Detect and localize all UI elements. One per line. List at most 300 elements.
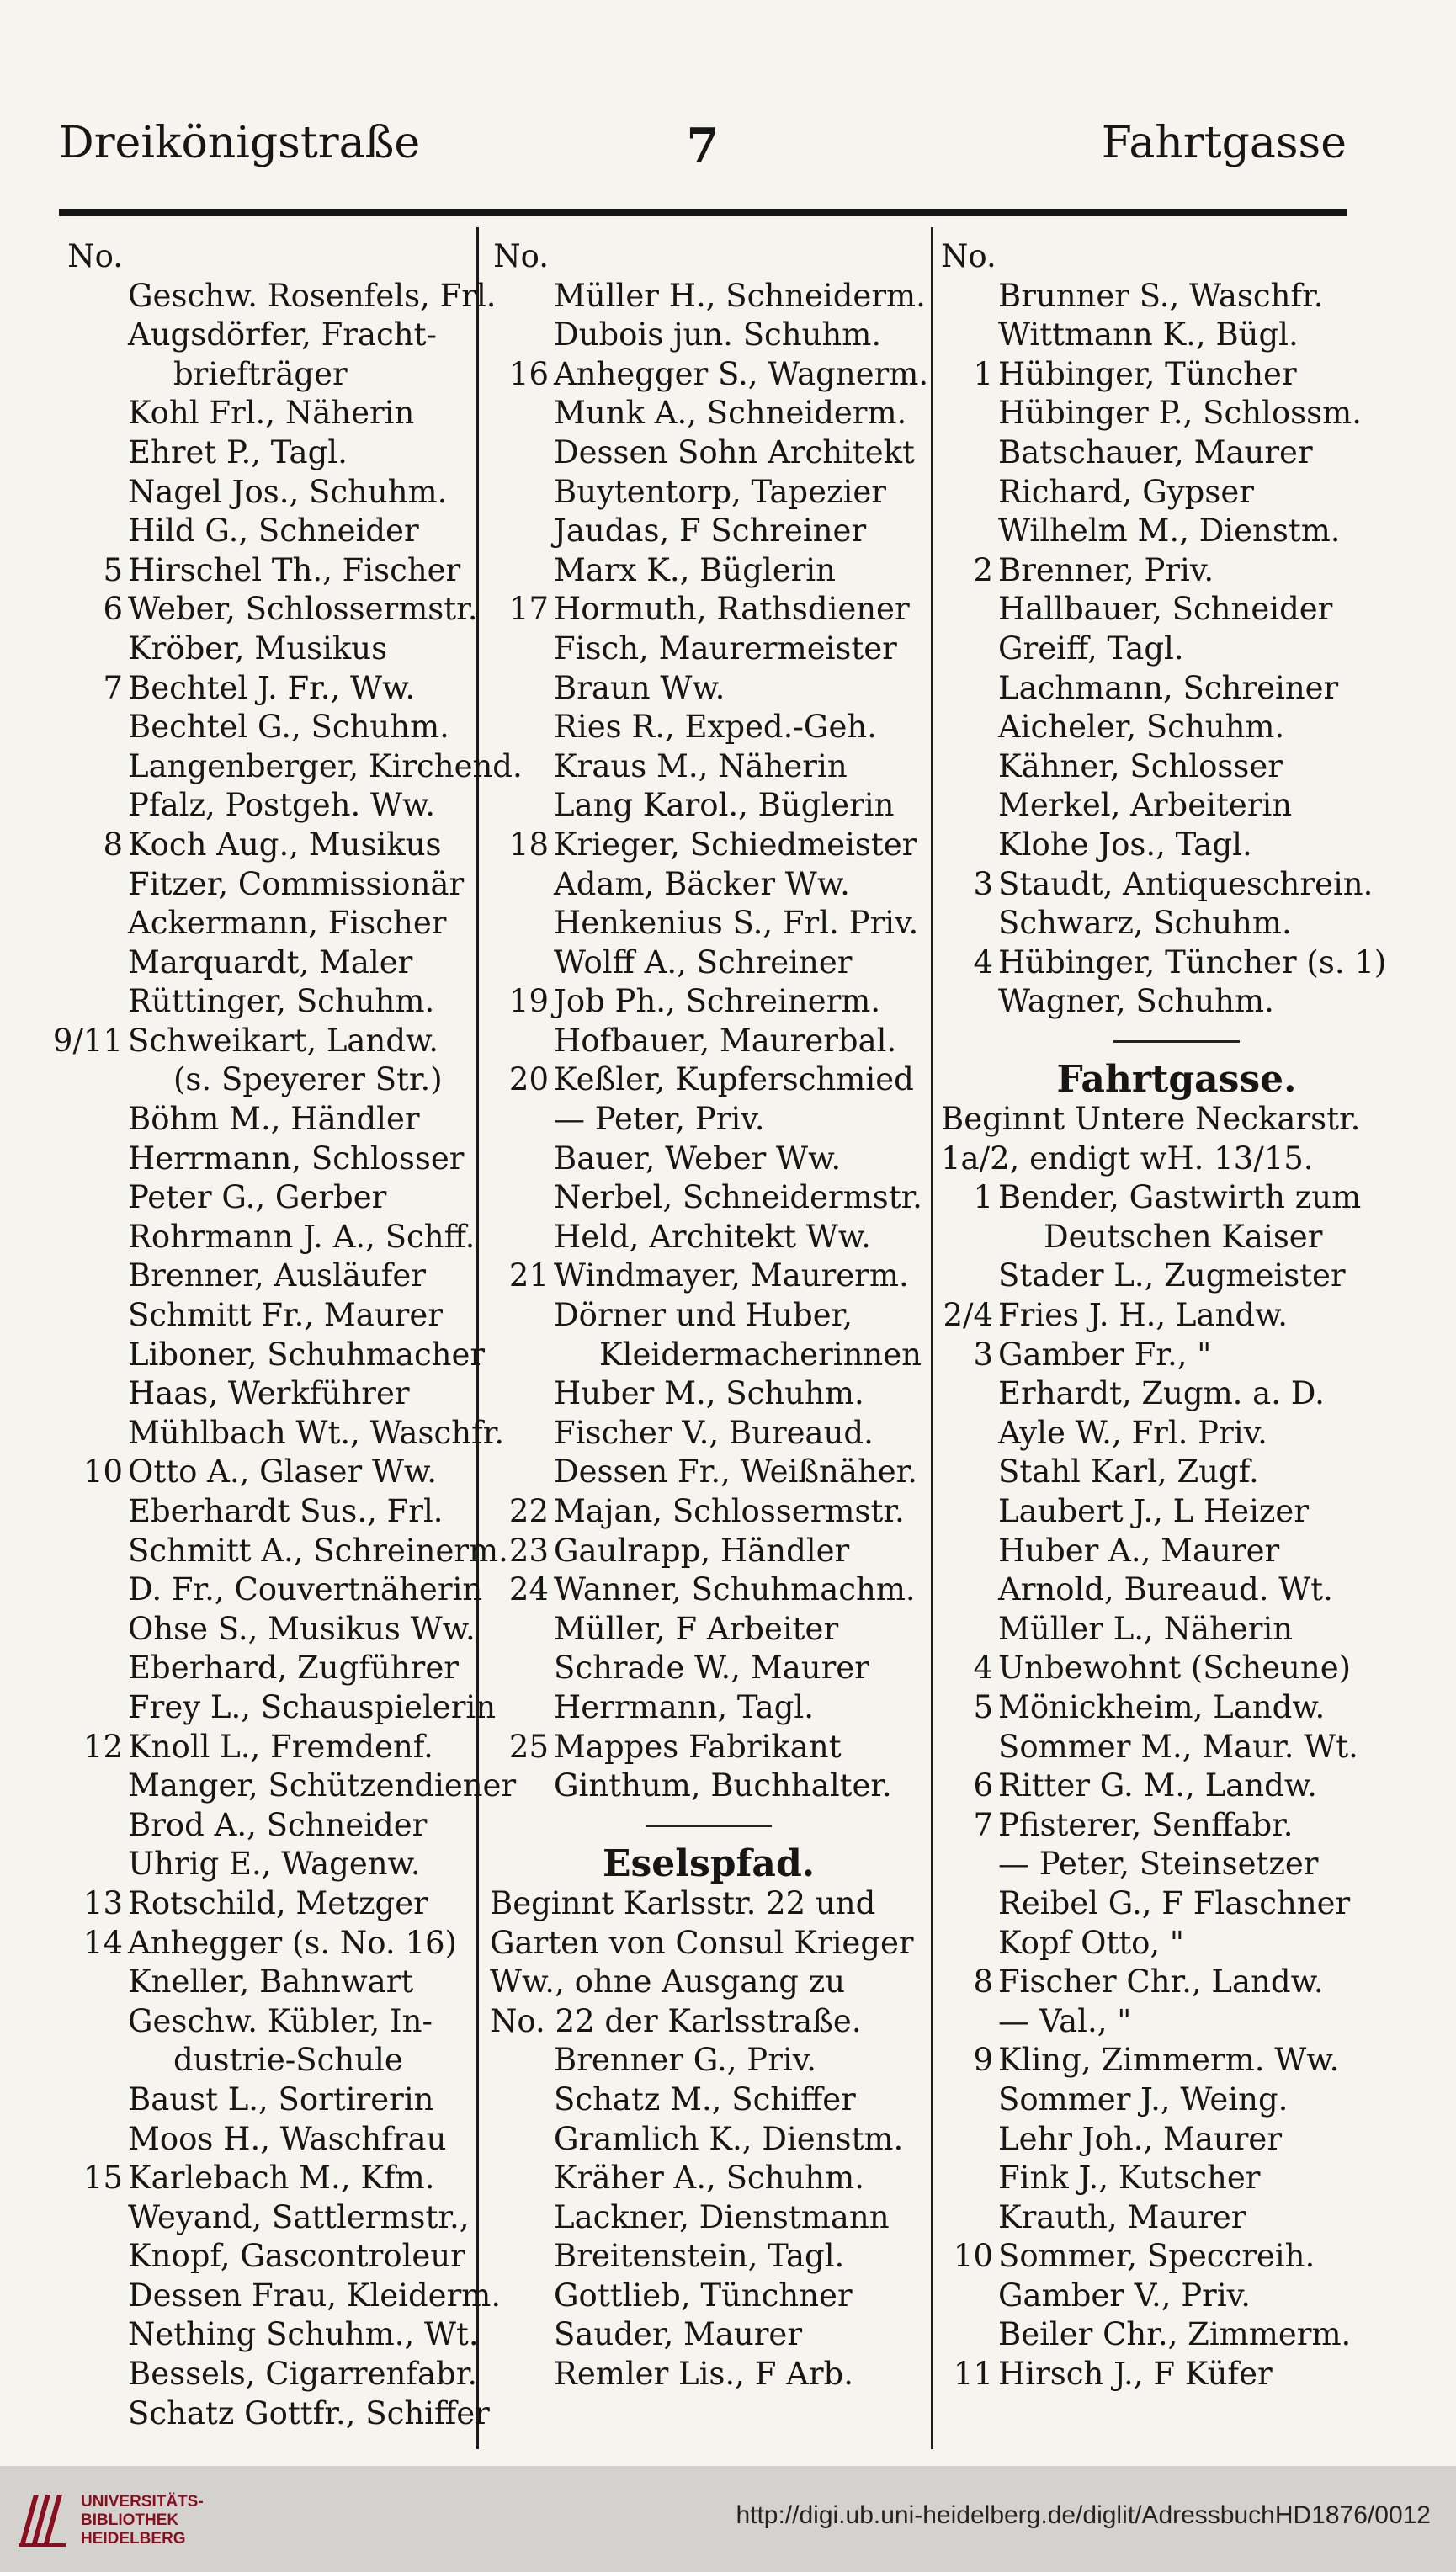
resident-entry: Richard, Gypser xyxy=(998,473,1254,510)
house-number xyxy=(490,1610,549,1650)
street-description xyxy=(941,1100,1412,1140)
directory-entry xyxy=(941,2277,1412,2316)
directory-entry xyxy=(52,2277,502,2316)
resident-entry: Bender, Gastwirth zum xyxy=(998,1179,1362,1216)
house-number xyxy=(941,1453,993,1492)
resident-entry: Krauth, Maurer xyxy=(998,2198,1246,2235)
directory-column-2 xyxy=(490,237,927,2394)
directory-entry xyxy=(52,1806,473,1846)
house-number xyxy=(490,630,549,669)
house-number: 6 xyxy=(973,1767,993,1804)
resident-entry: Huber A., Maurer xyxy=(998,1532,1280,1569)
resident-entry: Geschw. Rosenfels, Frl. xyxy=(128,277,497,314)
resident-entry: Mühlbach Wt., Waschfr. xyxy=(128,1414,505,1451)
house-number xyxy=(941,1374,993,1414)
directory-entry xyxy=(490,1532,927,1571)
resident-entry: Otto A., Glaser Ww. xyxy=(128,1453,437,1491)
directory-entry xyxy=(941,2198,1412,2238)
house-number xyxy=(941,708,993,747)
resident-entry: Lachmann, Schreiner xyxy=(998,669,1339,706)
house-number xyxy=(52,1060,123,1100)
house-number xyxy=(490,1649,549,1688)
directory-entry xyxy=(941,2002,1412,2042)
house-number xyxy=(52,1218,123,1257)
directory-entry xyxy=(490,2277,927,2316)
resident-entry: Rüttinger, Schuhm. xyxy=(128,983,435,1020)
house-number xyxy=(490,551,549,591)
description-text: Garten von Consul Krieger xyxy=(490,1924,914,1961)
resident-entry: D. Fr., Couvertnäherin xyxy=(128,1571,483,1608)
house-number: 3 xyxy=(973,865,993,902)
resident-entry: Merkel, Arbeiterin xyxy=(998,787,1293,824)
house-number xyxy=(52,1257,123,1296)
directory-entry xyxy=(941,1806,1412,1846)
directory-entry xyxy=(52,2394,490,2434)
house-number xyxy=(941,512,993,551)
directory-entry xyxy=(941,551,1412,591)
resident-entry: Sauder, Maurer xyxy=(554,2316,803,2353)
house-number xyxy=(52,1570,123,1610)
resident-entry: Haas, Werkführer xyxy=(128,1375,410,1412)
house-number xyxy=(52,1688,123,1728)
directory-entry xyxy=(490,316,927,355)
house-number xyxy=(941,2120,993,2160)
house-number xyxy=(941,1532,993,1571)
house-number xyxy=(941,316,993,355)
directory-entry xyxy=(941,982,1412,1022)
resident-entry: Ayle W., Frl. Priv. xyxy=(998,1414,1267,1451)
directory-entry xyxy=(490,1492,927,1532)
house-number xyxy=(490,669,549,709)
directory-entry xyxy=(490,1218,927,1257)
house-number: 15 xyxy=(82,2160,123,2197)
directory-entry xyxy=(52,1022,473,1061)
resident-entry: Erhardt, Zugm. a. D. xyxy=(998,1375,1325,1412)
resident-entry: Liboner, Schuhmacher xyxy=(128,1336,486,1373)
directory-entry xyxy=(52,433,473,473)
directory-entry xyxy=(941,2355,1412,2394)
house-number: 4 xyxy=(973,943,993,980)
house-number xyxy=(490,786,549,826)
directory-entry xyxy=(941,1218,1412,1257)
resident-entry: Knoll L., Fremdenf. xyxy=(128,1728,433,1765)
house-number xyxy=(490,2041,549,2080)
resident-entry: Müller H., Schneiderm. xyxy=(554,277,926,314)
directory-entry xyxy=(52,316,473,355)
house-number xyxy=(490,904,549,943)
directory-entry xyxy=(941,1336,1412,1375)
resident-entry: Koch Aug., Musikus xyxy=(128,826,442,863)
resident-entry: Anhegger (s. No. 16) xyxy=(128,1924,457,1961)
resident-entry: Marx K., Büglerin xyxy=(554,551,836,588)
directory-entry xyxy=(941,2120,1412,2160)
directory-entry xyxy=(490,1728,927,1767)
resident-entry: Fitzer, Commissionär xyxy=(128,865,465,902)
house-number: No. xyxy=(941,238,996,274)
house-number xyxy=(941,2159,993,2198)
house-number: No. xyxy=(67,238,123,274)
house-number xyxy=(52,2120,123,2160)
directory-entry xyxy=(52,904,473,943)
house-number xyxy=(490,708,549,747)
resident-entry: Windmayer, Maurerm. xyxy=(554,1257,909,1294)
house-number: No. xyxy=(493,238,549,274)
directory-entry xyxy=(941,1570,1412,1610)
resident-entry: Staudt, Antiqueschrein. xyxy=(998,865,1374,902)
directory-entry xyxy=(52,669,473,709)
directory-entry xyxy=(52,630,473,669)
house-number xyxy=(941,2198,993,2238)
house-number xyxy=(490,1688,549,1728)
house-number xyxy=(941,1218,993,1257)
house-number: 7 xyxy=(973,1806,993,1843)
resident-entry: Keßler, Kupferschmied xyxy=(554,1061,914,1098)
resident-entry: Ackermann, Fischer xyxy=(128,905,447,942)
resident-entry: Hübinger, Tüncher xyxy=(998,355,1297,392)
resident-entry: Dessen Fr., Weißnäher. xyxy=(554,1453,918,1491)
resident-entry: Laubert J., L Heizer xyxy=(998,1493,1310,1529)
house-number xyxy=(52,1963,123,2002)
house-number xyxy=(490,394,549,433)
resident-entry: Fischer Chr., Landw. xyxy=(998,1964,1324,2001)
house-number xyxy=(941,590,993,630)
resident-entry: Schrade W., Maurer xyxy=(554,1650,869,1687)
house-number xyxy=(490,1140,549,1179)
resident-entry: Stader L., Zugmeister xyxy=(998,1257,1346,1294)
directory-entry xyxy=(490,277,927,316)
resident-entry: Wagner, Schuhm. xyxy=(998,983,1274,1020)
section-separator xyxy=(490,1806,927,1846)
directory-entry xyxy=(490,2237,927,2277)
house-number xyxy=(941,982,993,1022)
resident-entry: Stahl Karl, Zugf. xyxy=(998,1453,1259,1491)
directory-entry xyxy=(941,237,1412,277)
house-number xyxy=(941,747,993,787)
resident-entry: Kähner, Schlosser xyxy=(998,747,1283,784)
house-number xyxy=(52,2002,123,2042)
resident-entry: Arnold, Bureaud. Wt. xyxy=(998,1571,1333,1608)
resident-entry: Lackner, Dienstmann xyxy=(554,2198,890,2235)
resident-entry: Bechtel J. Fr., Ww. xyxy=(128,669,416,706)
directory-entry xyxy=(490,1767,927,1806)
resident-entry: Jaudas, F Schreiner xyxy=(554,513,867,550)
house-number xyxy=(941,394,993,433)
house-number xyxy=(52,316,123,355)
directory-entry xyxy=(941,1453,1412,1492)
house-number xyxy=(52,2080,123,2120)
resident-entry: Aicheler, Schuhm. xyxy=(998,709,1285,746)
resident-entry: Augsdörfer, Fracht- xyxy=(128,316,437,353)
house-number: 4 xyxy=(973,1650,993,1687)
house-number xyxy=(941,473,993,513)
directory-entry xyxy=(941,2080,1412,2120)
house-number xyxy=(52,1492,123,1532)
directory-entry xyxy=(490,590,927,630)
directory-entry xyxy=(941,1374,1412,1414)
directory-entry xyxy=(490,904,927,943)
resident-entry: Sommer M., Maur. Wt. xyxy=(998,1728,1358,1765)
directory-entry xyxy=(941,1178,1412,1218)
resident-entry: Wilhelm M., Dienstm. xyxy=(998,513,1341,550)
resident-entry: Kneller, Bahnwart xyxy=(128,1964,414,2001)
directory-entry xyxy=(490,433,927,473)
house-number xyxy=(941,1570,993,1610)
resident-entry: Mappes Fabrikant xyxy=(554,1728,842,1765)
house-number xyxy=(941,630,993,669)
resident-entry: Gaulrapp, Händler xyxy=(554,1532,850,1569)
house-number xyxy=(52,1806,123,1846)
street-description xyxy=(490,1963,927,2002)
header-left-street: Dreikönigstraße xyxy=(59,118,421,168)
resident-entry: dustrie-Schule xyxy=(173,2042,403,2079)
directory-entry xyxy=(941,1884,1412,1924)
resident-entry: Nagel Jos., Schuhm. xyxy=(128,473,448,510)
house-number xyxy=(941,786,993,826)
house-number xyxy=(941,2277,993,2316)
house-number: 9 xyxy=(973,2042,993,2079)
house-number xyxy=(52,2355,123,2394)
directory-entry xyxy=(941,355,1412,395)
resident-entry: Eberhardt Sus., Frl. xyxy=(128,1493,444,1529)
resident-entry: Brod A., Schneider xyxy=(128,1806,428,1843)
directory-entry xyxy=(490,394,927,433)
resident-entry: Majan, Schlossermstr. xyxy=(554,1493,905,1529)
resident-entry: Huber M., Schuhm. xyxy=(554,1375,864,1412)
directory-entry xyxy=(52,1845,473,1884)
resident-entry: Nerbel, Schneidermstr. xyxy=(554,1179,922,1216)
resident-entry: Hübinger P., Schlossm. xyxy=(998,395,1362,432)
house-number xyxy=(490,2198,549,2238)
house-number xyxy=(490,1022,549,1061)
resident-entry: Schmitt Fr., Maurer xyxy=(128,1297,443,1334)
directory-entry xyxy=(490,2041,927,2080)
directory-entry xyxy=(490,1570,927,1610)
directory-entry xyxy=(52,1218,476,1257)
house-number xyxy=(941,1884,993,1924)
header-rule xyxy=(59,209,1347,216)
resident-entry: Baust L., Sortirerin xyxy=(128,2080,434,2118)
source-url-link[interactable]: http://digi.ub.uni-heidelberg.de/diglit/AdressbuchHD1876/0012 xyxy=(736,2501,1431,2529)
directory-entry xyxy=(52,2159,473,2198)
directory-column-1 xyxy=(52,237,523,2433)
house-number: 7 xyxy=(103,669,123,706)
resident-entry: Fink J., Kutscher xyxy=(998,2160,1261,2197)
resident-entry: Dörner und Huber, xyxy=(554,1297,853,1334)
directory-entry xyxy=(52,1649,473,1688)
house-number xyxy=(52,394,123,433)
resident-entry: Müller, F Arbeiter xyxy=(554,1610,839,1647)
resident-entry: Fisch, Maurermeister xyxy=(554,630,897,667)
directory-entry xyxy=(941,904,1412,943)
description-text: Ww., ohne Ausgang zu xyxy=(490,1964,846,2001)
resident-entry: Mönickheim, Landw. xyxy=(998,1688,1326,1725)
directory-entry xyxy=(52,708,473,747)
resident-entry: Breitenstein, Tagl. xyxy=(554,2238,845,2275)
house-number xyxy=(52,2237,123,2277)
resident-entry: Bechtel G., Schuhm. xyxy=(128,709,449,746)
resident-entry: Rohrmann J. A., Schff. xyxy=(128,1218,476,1255)
resident-entry: Herrmann, Tagl. xyxy=(554,1688,815,1725)
house-number xyxy=(490,1374,549,1414)
house-number xyxy=(490,1453,549,1492)
directory-entry xyxy=(941,590,1412,630)
directory-entry xyxy=(941,630,1412,669)
directory-entry xyxy=(490,1100,927,1140)
resident-entry: Ginthum, Buchhalter. xyxy=(554,1767,892,1804)
resident-entry: Kraus M., Näherin xyxy=(554,747,848,784)
house-number: 23 xyxy=(508,1532,549,1569)
resident-entry: Brunner S., Waschfr. xyxy=(998,277,1324,314)
house-number: 16 xyxy=(508,355,549,392)
house-number xyxy=(941,1492,993,1532)
resident-entry: Uhrig E., Wagenw. xyxy=(128,1846,421,1883)
resident-entry: Knopf, Gascontroleur xyxy=(128,2238,465,2275)
house-number xyxy=(490,1100,549,1140)
resident-entry: Kling, Zimmerm. Ww. xyxy=(998,2042,1340,2079)
house-number xyxy=(941,2315,993,2355)
directory-entry xyxy=(490,2159,927,2198)
directory-entry xyxy=(52,982,473,1022)
directory-entry xyxy=(941,1257,1412,1296)
directory-entry xyxy=(490,2315,927,2355)
resident-entry: Brenner, Priv. xyxy=(998,551,1214,588)
directory-entry xyxy=(52,1296,473,1336)
directory-entry xyxy=(52,1336,486,1375)
resident-entry: Eberhard, Zugführer xyxy=(128,1650,459,1687)
house-number xyxy=(941,433,993,473)
directory-entry xyxy=(941,1924,1412,1964)
house-number xyxy=(490,473,549,513)
library-footer xyxy=(0,2466,1456,2572)
house-number: 10 xyxy=(953,2238,993,2275)
directory-entry xyxy=(941,2041,1412,2080)
house-number: 5 xyxy=(103,551,123,588)
house-number xyxy=(941,1257,993,1296)
directory-entry xyxy=(52,1610,476,1650)
house-number: 9/11 xyxy=(52,1022,123,1059)
resident-entry: Remler Lis., F Arb. xyxy=(554,2356,853,2393)
street-description xyxy=(941,1140,1412,1179)
directory-entry xyxy=(52,1060,473,1100)
resident-entry: Marquardt, Maler xyxy=(128,943,413,980)
resident-entry: Pfisterer, Senffabr. xyxy=(998,1806,1294,1843)
directory-entry xyxy=(941,747,1412,787)
directory-entry xyxy=(490,630,927,669)
directory-entry xyxy=(490,355,927,395)
directory-entry xyxy=(52,2237,473,2277)
house-number xyxy=(490,1296,549,1336)
house-number xyxy=(941,2002,993,2042)
directory-entry xyxy=(490,826,927,865)
directory-entry xyxy=(490,551,927,591)
description-text: No. 22 der Karlsstraße. xyxy=(490,2002,862,2039)
resident-entry: Manger, Schützendiener xyxy=(128,1767,517,1804)
resident-entry: Bessels, Cigarrenfabr. xyxy=(128,2356,478,2393)
resident-entry: Deutschen Kaiser xyxy=(1044,1218,1323,1255)
directory-entry xyxy=(941,433,1412,473)
house-number: 21 xyxy=(508,1257,549,1294)
directory-entry xyxy=(52,1570,483,1610)
resident-entry: Ritter G. M., Landw. xyxy=(998,1767,1317,1804)
resident-entry: Wittmann K., Bügl. xyxy=(998,316,1299,353)
directory-entry xyxy=(52,1963,473,2002)
directory-entry xyxy=(941,669,1412,709)
house-number xyxy=(941,1414,993,1453)
resident-entry: Müller L., Näherin xyxy=(998,1610,1294,1647)
directory-entry xyxy=(52,2198,473,2238)
house-number xyxy=(52,1845,123,1884)
resident-entry: — Peter, Steinsetzer xyxy=(998,1846,1319,1883)
house-number xyxy=(490,2277,549,2316)
house-number: 8 xyxy=(973,1964,993,2001)
resident-entry: Hild G., Schneider xyxy=(128,513,419,550)
directory-entry xyxy=(52,277,497,316)
resident-entry: Klohe Jos., Tagl. xyxy=(998,826,1252,863)
directory-entry xyxy=(52,865,473,905)
directory-entry xyxy=(52,2080,473,2120)
resident-entry: Langenberger, Kirchend. xyxy=(128,747,523,784)
directory-entry xyxy=(941,394,1412,433)
resident-entry: (s. Speyerer Str.) xyxy=(173,1061,443,1098)
directory-entry xyxy=(52,1728,473,1767)
resident-entry: Ehret P., Tagl. xyxy=(128,433,348,470)
house-number xyxy=(941,277,993,316)
house-number xyxy=(490,1767,549,1806)
directory-entry xyxy=(941,1610,1412,1650)
house-number xyxy=(490,433,549,473)
directory-column-3 xyxy=(941,237,1412,2394)
directory-entry xyxy=(490,1060,927,1100)
resident-entry: Ohse S., Musikus Ww. xyxy=(128,1610,476,1647)
directory-entry xyxy=(941,316,1412,355)
directory-entry xyxy=(490,982,927,1022)
resident-entry: Ries R., Exped.-Geh. xyxy=(554,709,877,746)
directory-entry xyxy=(52,1884,473,1924)
house-number xyxy=(490,2237,549,2277)
directory-entry xyxy=(490,512,927,551)
house-number: 13 xyxy=(82,1884,123,1921)
resident-entry: Rotschild, Metzger xyxy=(128,1884,428,1921)
house-number xyxy=(490,1218,549,1257)
directory-entry xyxy=(490,1453,927,1492)
directory-entry xyxy=(941,512,1412,551)
house-number xyxy=(490,2315,549,2355)
resident-entry: Wolff A., Schreiner xyxy=(554,943,853,980)
directory-entry xyxy=(941,865,1412,905)
resident-entry: Peter G., Gerber xyxy=(128,1179,387,1216)
directory-entry xyxy=(490,1688,927,1728)
resident-entry: Batschauer, Maurer xyxy=(998,433,1313,470)
resident-entry: Unbewohnt (Scheune) xyxy=(998,1650,1352,1687)
directory-entry xyxy=(490,2355,927,2394)
house-number: 24 xyxy=(508,1571,549,1608)
resident-entry xyxy=(549,237,927,277)
directory-entry xyxy=(941,943,1412,983)
house-number xyxy=(941,1924,993,1964)
resident-entry: Gamber V., Priv. xyxy=(998,2277,1251,2314)
house-number xyxy=(52,1532,123,1571)
street-description xyxy=(490,1924,927,1964)
house-number xyxy=(52,1296,123,1336)
house-number: 25 xyxy=(508,1728,549,1765)
resident-entry: Fischer V., Bureaud. xyxy=(554,1414,874,1451)
house-number xyxy=(52,1767,123,1806)
house-number: 3 xyxy=(973,1336,993,1373)
house-number xyxy=(52,1178,123,1218)
resident-entry: Lehr Joh., Maurer xyxy=(998,2120,1283,2157)
house-number xyxy=(52,2315,123,2355)
resident-entry: Hirsch J., F Küfer xyxy=(998,2356,1273,2393)
